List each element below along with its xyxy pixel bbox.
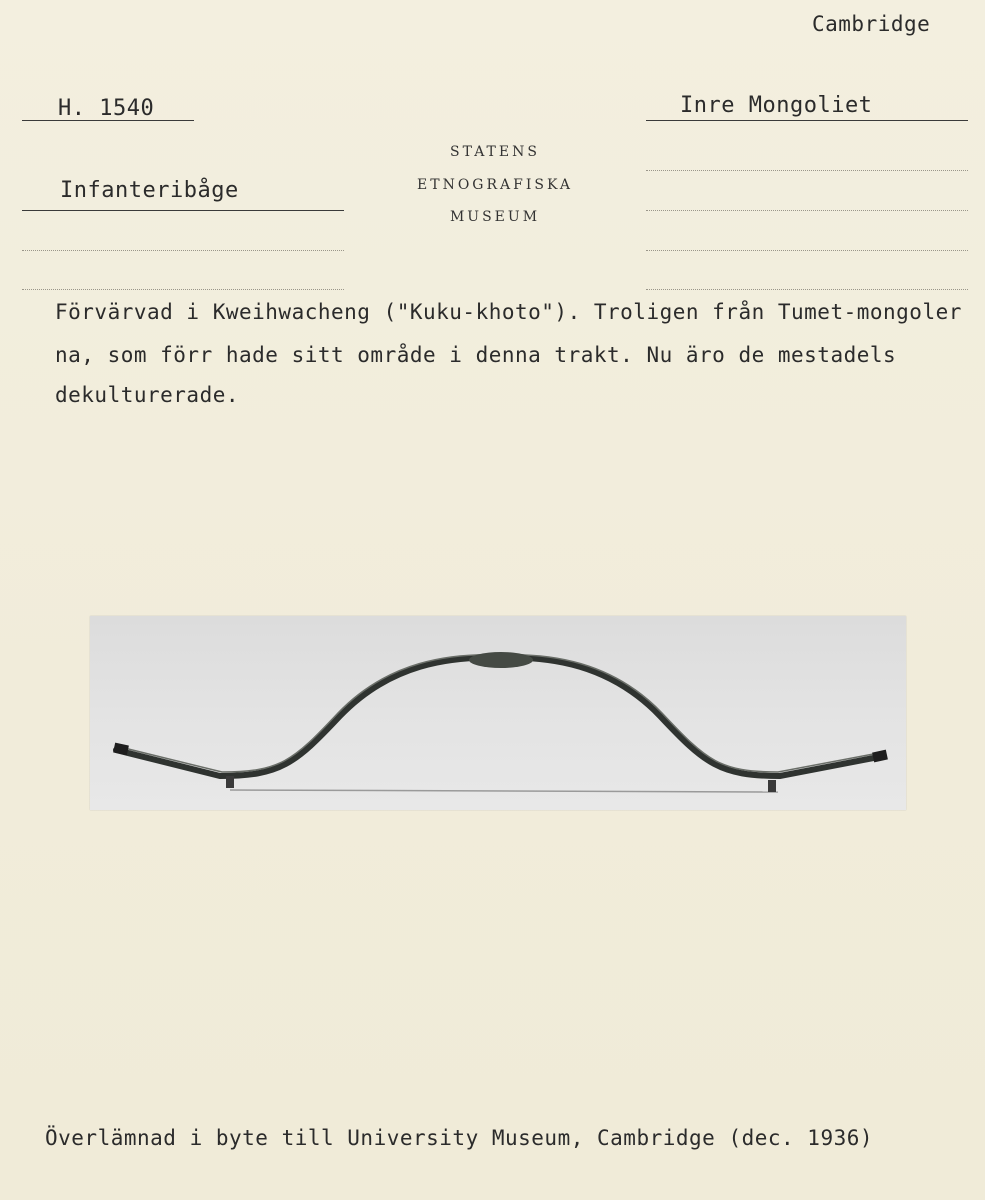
bow-limb-highlight [116,655,884,772]
right-dotted-line-3 [646,250,968,251]
bow-photograph [90,616,906,810]
right-dotted-line-1 [646,170,968,171]
string-bridge-right [768,780,776,792]
region-label: Inre Mongoliet [680,93,873,118]
footer-note: Överlämnad i byte till University Museum, Cambridge (dec. 1936) [45,1126,874,1150]
catalog-number-rule [22,120,194,121]
location-stamp: Cambridge [812,12,931,36]
description-line-2: na, som förr hade sitt område i denna trakt. Nu äro de mestadels [55,343,897,367]
bow-limb [116,658,884,776]
description-line-1: Förvärvad i Kweihwacheng ("Kuku-khoto"). Troligen från Tumet-mongoler [55,300,962,324]
institution-line-3: MUSEUM [449,209,541,225]
bow-tip-right [872,750,888,763]
object-name: Infanteribåge [60,178,239,203]
bow-illustration [90,616,906,810]
bow-grip [469,652,533,668]
string-bridge-left [226,776,234,788]
right-dotted-line-4 [646,289,968,290]
bowstring [230,790,778,792]
left-dotted-line-1 [22,250,344,251]
institution-line-2: ETNOGRAFISKA [417,177,573,193]
region-rule [646,120,968,121]
catalog-number: H. 1540 [58,96,155,121]
institution-line-1: STATENS [450,144,540,160]
object-name-rule [22,210,344,211]
description-line-3: dekulturerade. [55,383,240,407]
left-dotted-line-2 [22,289,344,290]
right-dotted-line-2 [646,210,968,211]
bow-tip-left [113,743,129,756]
